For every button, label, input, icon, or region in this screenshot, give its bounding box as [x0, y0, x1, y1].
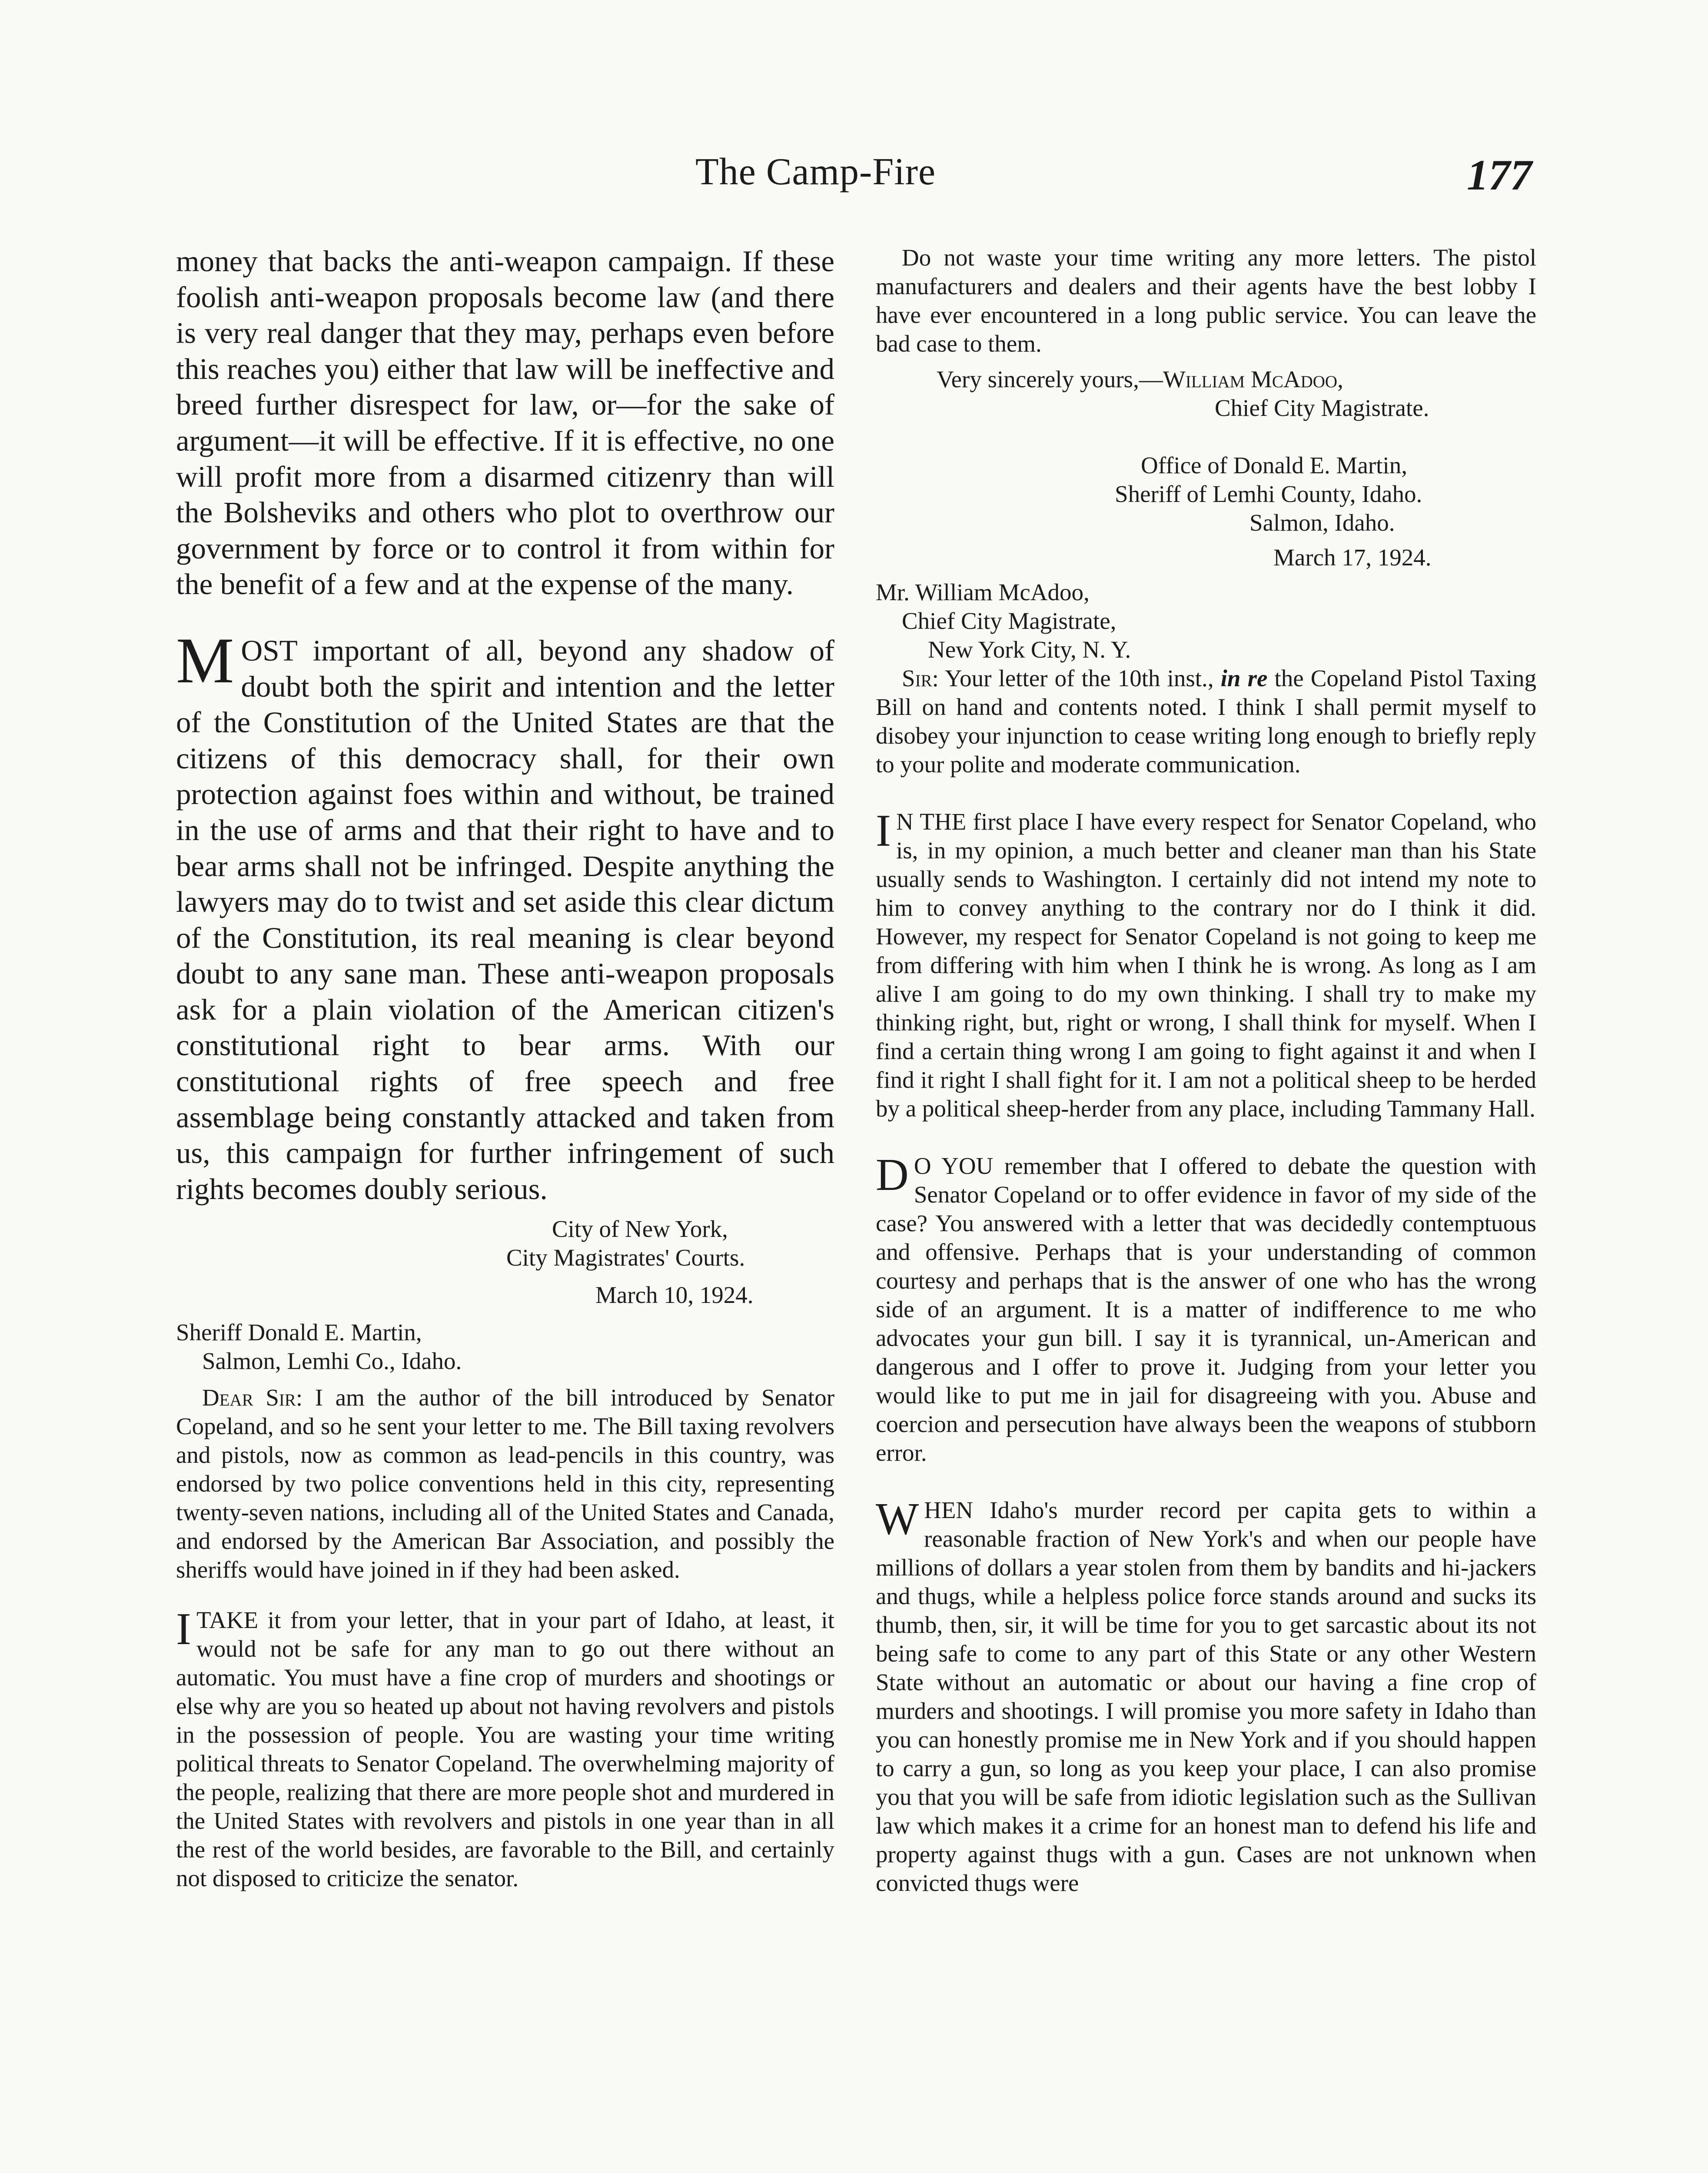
letter-signature — [876, 365, 1536, 422]
paragraph-text: N THE first place I have every respect for Senator Copeland, who is, in my opinion, a much better and cleaner man than his State usually sends to Washington. I certainly did not intend my note to him to convey anything to the contrary nor do I think it did. However, my respect for Senator Copeland is not going to keep me from differing with him when I think he is wrong. As long as I am alive I am going to do my own thinking. I shall try to make my thinking right, but, right or wrong, I shall think for myself. When I find a certain thing wrong I am going to fight against it and when I find it right I shall fight for it. I am not a political sheep to be herded by a political sheep-herder from any place, including Tammany Hall. — [876, 808, 1536, 1122]
paragraph-text: HEN Idaho's murder record per capita gets to within a reasonable fraction of New York's and when our people have millions of dollars a year stolen from them by bandits and hi-jackers and thugs, while a helpless police force stands around and sucks its thumb, then, sir, it will be time for you to get sarcastic about its not being safe to come to any part of this State or any other Western State without an automatic or about our having a fine crop of murders and shootings. I will promise you more safety in Idaho than you can honestly promise me in New York and if you should happen to carry a gun, so long as you keep your place, I can also promise you that you will be safe from idiotic legislation such as the Sullivan law which makes it a crime for an honest man to defend his life and property against thugs with a gun. Cases are not unknown when convicted thugs were — [876, 1497, 1536, 1896]
left-column — [176, 243, 834, 1893]
letterhead-line: Sheriff of Lemhi County, Idaho. — [1115, 481, 1422, 507]
salutation: Dear Sir — [202, 1384, 296, 1411]
paragraph-constitution — [176, 624, 834, 1207]
letter-paragraph-copeland — [876, 807, 1536, 1123]
letter-body-text: : I am the author of the bill introduced by Senator Copeland, and so he sent your letter to me. The Bill taxing revolvers and pistols, now as common as lead-pencils in this country, was endorsed by two police conventions held in this city, representing twenty-seven nations, including all of the United States and Canada, and endorsed by the American Bar Association, and possibly the sheriffs would have joined in if they had been asked. — [176, 1384, 835, 1583]
signatory-title: Chief City Magistrate. — [1215, 395, 1429, 421]
letter-recipient-address: Salmon, Lemhi Co., Idaho. — [202, 1348, 462, 1375]
letter-paragraph — [176, 1603, 834, 1893]
paragraph-text: OST important of all, beyond any shadow of doubt both the spirit and intention and the letter of the Constitution of the United States are that the citizens of this democracy shall, for their own protection against foes within and without, be trained in the use of arms and that their right to have and to bear arms shall not be infringed. Despite anything the lawyers may do to twist and set aside this clear dictum of the Constitution, its real meaning is clear beyond doubt to any sane man. These anti-weapon proposals ask for a plain violation of the American citizen's constitutional right to bear arms. With our constitutional rights of free speech and free assemblage being constantly attacked and taken from us, this campaign for further infringement of such rights becomes doubly serious. — [176, 634, 834, 1206]
letter-closing-paragraph: Do not waste your time writing any more letters. The pistol manufacturers and dealers and their agents have the best lobby I have ever encountered in a long public service. You can leave the bad case to them. — [876, 244, 1536, 357]
letter-paragraph-idaho-murder-record — [876, 1493, 1536, 1897]
letterhead-line: City Magistrates' Courts. — [506, 1244, 745, 1271]
letter-heading-new-york — [176, 1215, 834, 1376]
letter-paragraph-debate — [876, 1149, 1536, 1467]
drop-cap: I — [176, 1603, 191, 1655]
right-column — [876, 243, 1536, 1897]
letter-recipient-title: Chief City Magistrate, — [902, 608, 1117, 634]
paragraph-text: TAKE it from your letter, that in your part of Idaho, at least, it would not be safe for any man to go out there without an automatic. You must have a fine crop of murders and shootings or else why are you so heated up about not having revolvers and pistols in the possession of people. You are wasting your time writing political threats to Senator Copeland. The overwhelming majority of the people, realizing that there are more people shot and murdered in the United States with revolvers and pistols in one year than in all the rest of the world besides, are favorable to the Bill, and certainly not disposed to criticize the senator. — [176, 1607, 834, 1892]
letter-heading-idaho — [876, 451, 1536, 664]
salutation: Sir — [902, 665, 932, 691]
page-number: 177 — [1467, 151, 1532, 199]
drop-cap: D — [876, 1149, 909, 1200]
latin-phrase: in re — [1220, 665, 1268, 691]
letter-recipient-address: New York City, N. Y. — [928, 636, 1131, 663]
running-title: The Camp-Fire — [695, 151, 936, 193]
drop-cap: W — [876, 1493, 919, 1544]
letter-body: Sir: Your letter of the 10th inst., in re the Copeland Pistol Taxing Bill on hand and contents noted. I think I shall permit myself to disobey your injunction to cease writing long enough to briefly reply to your polite and moderate communication. — [876, 665, 1536, 777]
drop-cap: M — [176, 624, 234, 697]
letterhead-line: City of New York, — [552, 1216, 728, 1243]
letter-date: March 10, 1924. — [595, 1282, 754, 1309]
closing-line: Very sincerely yours,—William McAdoo, — [937, 366, 1343, 392]
letter-recipient: Mr. William McAdoo, — [876, 579, 1090, 605]
letter-body — [176, 1383, 834, 1584]
letter-date: March 17, 1924. — [1273, 544, 1432, 571]
letterhead-line: Office of Donald E. Martin, — [1141, 452, 1407, 478]
signatory-name: William McAdoo — [1163, 366, 1338, 392]
letter-recipient: Sheriff Donald E. Martin, — [176, 1319, 422, 1346]
drop-cap: I — [876, 805, 891, 856]
page-header — [0, 150, 1708, 215]
letterhead-line: Salmon, Idaho. — [1249, 509, 1395, 536]
paragraph-anti-weapon-campaign: money that backs the anti-weapon campaign. If these foolish anti-weapon proposals become law (and there is very real danger that they may, perhaps even before this reaches you) either that law will be ineffective and breed further disrespect for law, or—for the sake of argument—it will be effective. If it is effective, no one will profit more from a disarmed citizenry than will the Bolsheviks and others who plot to overthrow our government by force or to control it from within for the benefit of a few and at the expense of the many. — [176, 245, 834, 601]
paragraph-text: O YOU remember that I offered to debate the question with Senator Copeland or to offer evidence in favor of my side of the case? You answered with a letter that was decidedly contemptuous and offensive. Perhaps that is your understanding of common courtesy and perhaps that is the answer of one who has the wrong side of an argument. It is a matter of indifference to me who advocates your gun bill. I say it is tyrannical, un-American and dangerous and I offer to prove it. Judging from your letter you would like to put me in jail for disagreeing with you. Abuse and coercion and persecution have always been the weapons of stubborn error. — [876, 1153, 1536, 1466]
